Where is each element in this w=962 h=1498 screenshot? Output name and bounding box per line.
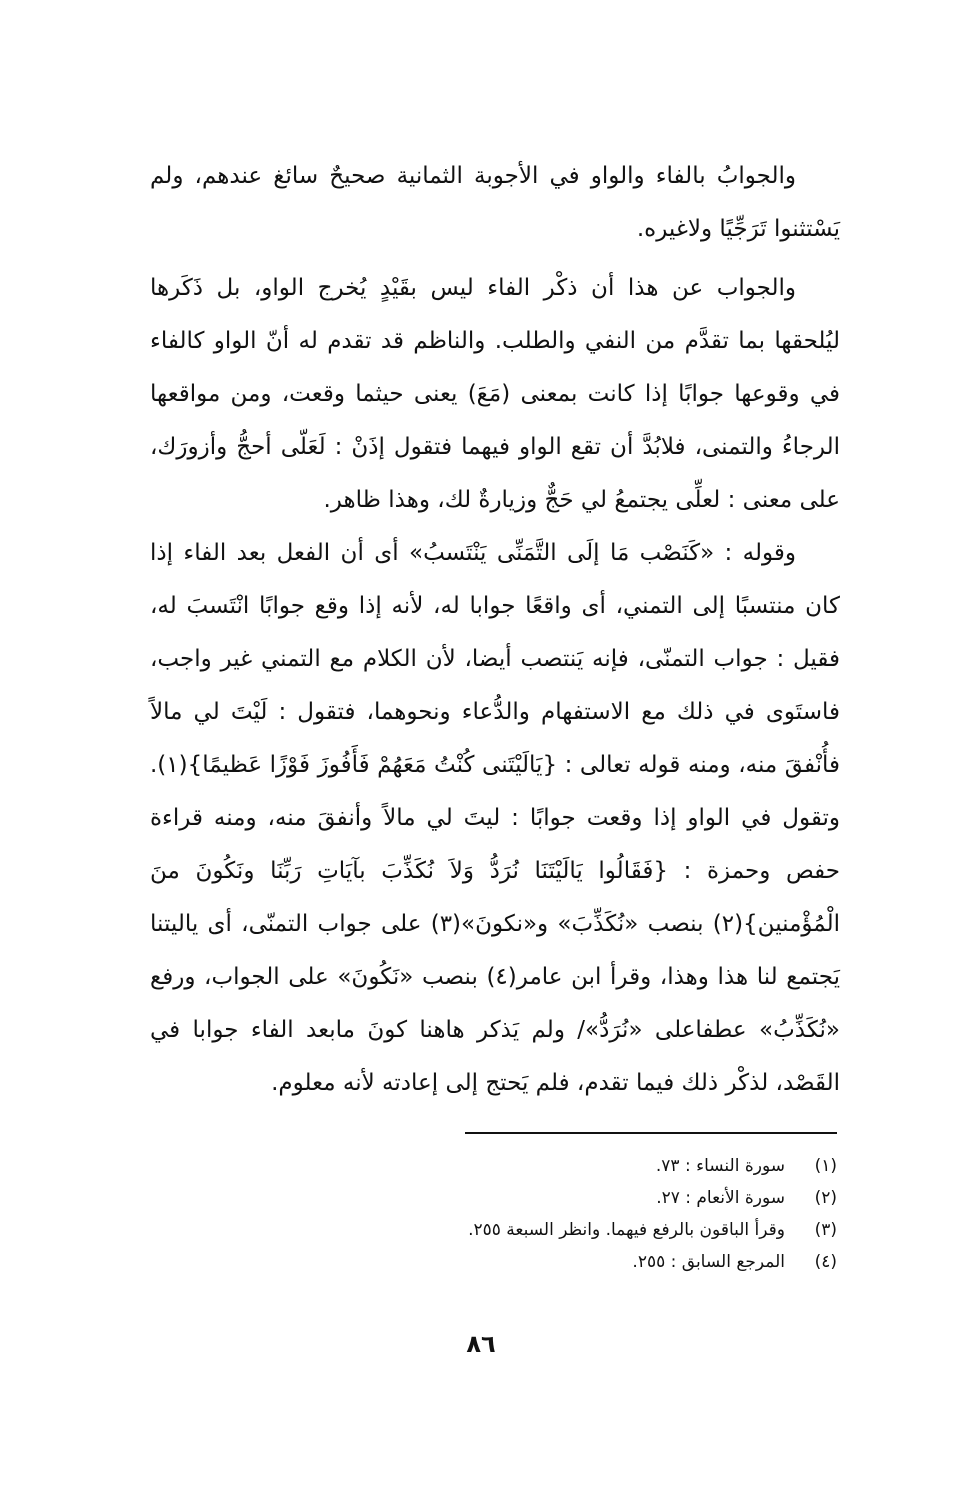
page-number: ٨٦ <box>466 1330 496 1358</box>
footnote-text: سورة الأنعام : ٢٧. <box>656 1188 785 1208</box>
footnote-item <box>300 1214 837 1246</box>
footnote-number: (١) <box>814 1156 837 1176</box>
footnote-item <box>300 1246 837 1278</box>
body-paragraph: وقوله : «كَنَصْب مَا إلَى التَّمَنِّى يَنْتَسبُ» أى أن الفعل بعد الفاء إذا كان منتسبًا إلى التمني، أى واقعًا جوابا له، لأنه إذا وقع جوابًا انْتَسبَ له، فقيل : جواب التمنّى، فإنه يَنتصب أيضا، لأن الكلام مع التمني غير واجب، فاستَوى في ذلك مع الاستفهام والدُّعاء ونحوهما، فتقول : لَيْتَ لي مالاً فأُنْفقَ منه، ومنه قوله تعالى : {يَالَيْتَنى كُنْتُ مَعَهُمْ فَأَفُوزَ فَوْزًا عَظيمًا}(١). وتقول في الواو إذا وقعت جوابًا : ليتَ لي مالاً وأنفقَ منه، ومنه قراءة حفص وحمزة : {فَقَالُوا يَالَيْتَنَا نُرَدُّ وَلاَ نُكَذِّبَ بآيَاتِ رَبِّنَا ونَكُونَ منَ الْمُؤْمنين}(٢) بنصب «نُكَذِّبَ» و«نكونَ»(٣) على جواب التمنّى، أى ياليتنا يَجتمع لنا هذا وهذا، وقرأ ابن عامر(٤) بنصب «نَكُونَ» على الجواب، ورفع «نُكَذِّبُ» عطفاعلى «نُرَدُّ»/ ولم يَذكر هاهنا كونَ مابعد الفاء جوابا في القَصْد، لذكْر ذلك فيما تقدم، فلم يَحتج إلى إعادته لأنه معلوم. <box>150 540 840 1096</box>
footnote-text: المرجع السابق : ٢٥٥. <box>632 1252 785 1272</box>
footnote-item <box>300 1150 837 1182</box>
footnote-number: (٣) <box>814 1220 837 1240</box>
footnote-text: سورة النساء : ٧٣. <box>655 1156 785 1176</box>
footnote-divider <box>465 1132 837 1134</box>
body-paragraph: والجواب عن هذا أن ذكْر الفاء ليس بقَيْدٍ يُخرج الواو، بل ذَكَرها ليُلحقها بما تقدَّم من النفي والطلب. والناظم قد تقدم له أنّ الواو كالفاء في وقوعها جوابًا إذا كانت بمعنى (مَعَ) يعنى حيثما وقعت، ومن مواقعها الرجاءُ والتمنى، فلابُدَّ أن تقع الواو فيهما فتقول إذَنْ : لَعَلّى أحجُّ وأزورَك، على معنى : لعلِّى يجتمعُ لي حَجٌّ وزيارةٌ لك، وهذا ظاهر. <box>150 275 840 513</box>
footnote-number: (٤) <box>814 1252 837 1272</box>
body-paragraph: والجوابُ بالفاء والواو في الأجوبة الثمانية صحيحٌ سائغ عندهم، ولم يَسْتثنوا تَرَجِّيًا ولاغيره. <box>150 163 840 242</box>
footnote-text: وقرأ الباقون بالرفع فيهما. وانظر السبعة ٢٥٥. <box>468 1220 785 1240</box>
footnote-item <box>300 1182 837 1214</box>
page-body <box>150 150 840 1110</box>
footnote-number: (٢) <box>814 1188 837 1208</box>
footnotes <box>300 1150 837 1278</box>
